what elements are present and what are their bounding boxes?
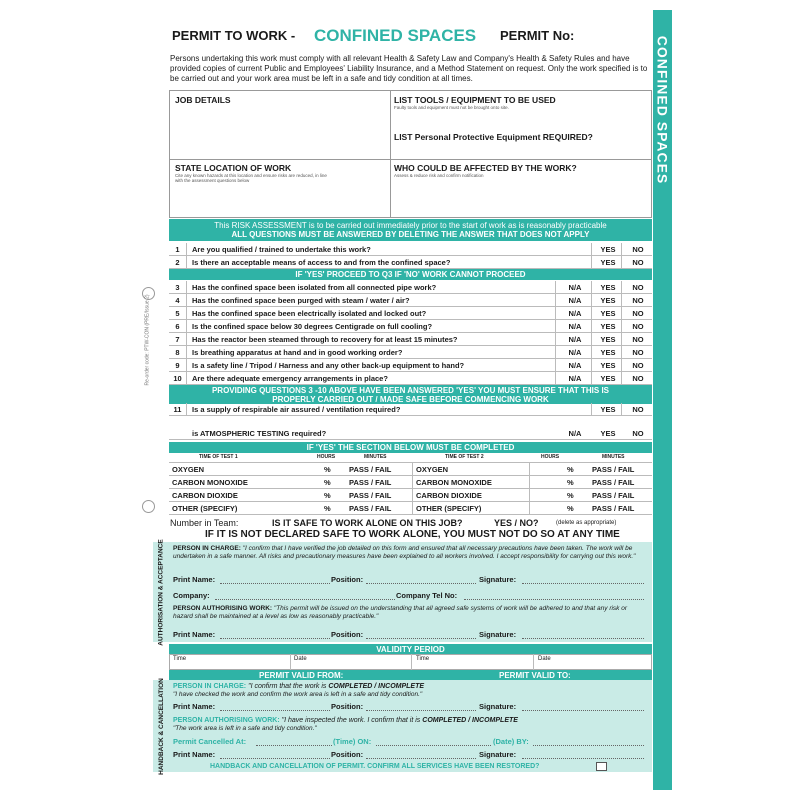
divider <box>186 403 187 416</box>
company-label: Company: <box>173 591 210 600</box>
divider <box>591 333 592 346</box>
divider <box>186 333 187 346</box>
divider <box>621 256 622 269</box>
divider <box>290 654 291 670</box>
signature-label: Signature: <box>479 750 517 759</box>
pa-declaration: PERSON AUTHORISING WORK: "This permit will be issued on the understanding that all agreed safe systems of work will be adhered to and that any risk or hazard shall be maintained at a level as low as reasonably practicable." <box>173 605 628 620</box>
divider <box>591 256 592 269</box>
signature-field[interactable] <box>522 710 644 711</box>
question-row <box>169 372 652 385</box>
divider <box>529 502 530 515</box>
location-sub: Cite any known hazards at this location and ensure risks are reduced, in line with the assessment questions below <box>175 173 327 183</box>
gas-row <box>169 463 652 476</box>
divider <box>555 294 556 307</box>
handback-pic: PERSON IN CHARGE: "I confirm that the work is COMPLETED / INCOMPLETE <box>173 683 425 690</box>
position-field[interactable] <box>366 583 476 584</box>
divider <box>591 346 592 359</box>
question-number: 8 <box>175 348 180 357</box>
affected-label: WHO COULD BE AFFECTED BY THE WORK? <box>394 163 577 173</box>
question-number: 3 <box>175 283 180 292</box>
answer-no[interactable]: NO <box>632 309 644 318</box>
valid-from-to-banner: PERMIT VALID FROM: PERMIT VALID TO: <box>169 670 652 680</box>
reorder-code: Re-order code: PTW-CON (PRE/Issue 2) <box>145 294 152 386</box>
divider <box>621 320 622 333</box>
question-row <box>169 281 652 294</box>
answer-na[interactable]: N/A <box>568 322 582 331</box>
pass-fail[interactable]: PASS / FAIL <box>592 465 635 474</box>
validity-banner: VALIDITY PERIOD <box>169 644 652 654</box>
divider <box>591 359 592 372</box>
divider <box>529 489 530 502</box>
question-row <box>169 320 652 333</box>
handback-side-label: HANDBACK & CANCELLATION <box>153 680 169 772</box>
position-label: Position: <box>331 702 364 711</box>
page-title: CONFINED SPACES <box>314 26 477 45</box>
question-text: Are there adequate emergency arrangements in place? <box>192 374 388 383</box>
services-restored-checkbox[interactable] <box>596 762 607 771</box>
gas-row <box>169 502 652 515</box>
divider <box>186 372 187 385</box>
answer-no[interactable]: NO <box>632 258 644 267</box>
divider <box>411 654 412 670</box>
handback-pa-text: "The work area is left in a safe and tidy condition." <box>173 725 317 732</box>
question-row <box>169 359 652 372</box>
divider <box>186 243 187 256</box>
percent-sign: % <box>567 465 574 474</box>
divider <box>591 294 592 307</box>
gas-name: CARBON DIOXIDE <box>416 491 482 500</box>
divider <box>186 359 187 372</box>
question-number: 5 <box>175 309 180 318</box>
question-text: Has the confined space been electrically isolated and locked out? <box>192 309 427 318</box>
question-text: Has the confined space been purged with steam / water / air? <box>192 296 410 305</box>
question-row <box>169 346 652 359</box>
answer-no[interactable]: NO <box>632 245 644 254</box>
question-text: Is breathing apparatus at hand and in good working order? <box>192 348 403 357</box>
divider <box>555 333 556 346</box>
question-row <box>169 294 652 307</box>
divider <box>591 307 592 320</box>
position-field[interactable] <box>366 710 476 711</box>
company-field[interactable] <box>215 599 395 600</box>
signature-field[interactable] <box>522 758 644 759</box>
permit-to-work-label: PERMIT TO WORK - <box>172 28 296 43</box>
affected-sub: Assess & reduce risk and confirm notification <box>394 173 484 178</box>
question-number: 2 <box>175 258 180 267</box>
print-name-field[interactable] <box>220 758 330 759</box>
tools-label: LIST TOOLS / EQUIPMENT TO BE USED <box>394 95 556 105</box>
percent-sign: % <box>324 491 331 500</box>
divider <box>186 307 187 320</box>
company-tel-field[interactable] <box>464 599 644 600</box>
answer-na[interactable]: N/A <box>568 429 582 438</box>
question-text: Has the confined space been isolated from all connected pipe work? <box>192 283 437 292</box>
question-number: 10 <box>173 374 182 383</box>
question-row <box>169 307 652 320</box>
answer-no[interactable]: NO <box>632 322 644 331</box>
intro-text: Persons undertaking this work must comply with all relevant Health & Safety Law and Company's Health & Safety Rules and have provided copies of current Public and Employees' Liability Insurance, and a Method Statement on request. Only the work specified is to be carried out and your work area must be left in a safe and tidy condition at all times. <box>170 54 648 83</box>
gas-name: OTHER (SPECIFY) <box>172 504 238 513</box>
handback-pa: PERSON AUTHORISING WORK: "I have inspected the work. I confirm that it is COMPLETED / INCOMPLETE <box>173 717 518 724</box>
job-details-box[interactable] <box>169 90 391 218</box>
permit-number-label: PERMIT No: <box>500 28 575 43</box>
divider <box>555 320 556 333</box>
divider <box>591 243 592 256</box>
work-alone-warning: IF IT IS NOT DECLARED SAFE TO WORK ALONE, YOU MUST NOT DO SO AT ANY TIME <box>205 529 620 540</box>
question-number: 4 <box>175 296 180 305</box>
divider <box>591 372 592 385</box>
side-tab-label: CONFINED SPACES <box>654 35 671 185</box>
divider <box>529 476 530 489</box>
question-row <box>169 243 652 256</box>
auth-side-label: AUTHORISATION & ACCEPTANCE <box>153 542 169 642</box>
question-number: 6 <box>175 322 180 331</box>
divider <box>186 320 187 333</box>
validity-date-label: Date <box>538 656 551 662</box>
answer-na[interactable]: N/A <box>568 348 582 357</box>
answer-na[interactable]: N/A <box>568 309 582 318</box>
validity-time-label: Time <box>416 656 430 662</box>
atmospheric-row <box>169 427 652 440</box>
pass-fail[interactable]: PASS / FAIL <box>592 478 635 487</box>
signature-label: Signature: <box>479 702 517 711</box>
answer-yes[interactable]: YES <box>600 429 616 438</box>
print-name-label: Print Name: <box>173 575 216 584</box>
atmospheric-banner: IF 'YES' THE SECTION BELOW MUST BE COMPLETED <box>169 442 652 453</box>
gas-name: CARBON DIOXIDE <box>172 491 238 500</box>
position-label: Position: <box>331 575 364 584</box>
divider <box>591 281 592 294</box>
position-field[interactable] <box>366 758 476 759</box>
pass-fail[interactable]: PASS / FAIL <box>592 491 635 500</box>
percent-sign: % <box>567 478 574 487</box>
answer-no[interactable]: NO <box>632 429 644 438</box>
answer-yes[interactable]: YES <box>600 322 616 331</box>
divider <box>186 346 187 359</box>
divider <box>412 489 413 502</box>
divider <box>621 333 622 346</box>
answer-no[interactable]: NO <box>632 283 644 292</box>
pass-fail[interactable]: PASS / FAIL <box>349 491 392 500</box>
divider <box>621 346 622 359</box>
divider <box>555 346 556 359</box>
divider <box>412 476 413 489</box>
divider <box>621 372 622 385</box>
answer-yes[interactable]: YES <box>600 374 616 383</box>
ppe-label: LIST Personal Protective Equipment REQUIRED? <box>394 132 593 142</box>
divider <box>621 403 622 416</box>
cancelled-at-label: Permit Cancelled At: <box>173 737 247 746</box>
handback-pic-text: "I have checked the work and confirm the work area is left in a safe and tidy condition." <box>173 691 423 698</box>
validity-date-label: Date <box>294 656 307 662</box>
position-field[interactable] <box>366 638 476 639</box>
question-row <box>169 333 652 346</box>
proceed-banner: IF 'YES' PROCEED TO Q3 IF 'NO' WORK CANNOT PROCEED <box>169 269 652 280</box>
divider <box>621 307 622 320</box>
position-label: Position: <box>331 630 364 639</box>
question-text: Has the reactor been steamed through to recovery for at least 15 minutes? <box>192 335 458 344</box>
providing-banner: PROVIDING QUESTIONS 3 -10 ABOVE HAVE BEEN ANSWERED 'YES' YOU MUST ENSURE THAT THIS IS PROPERLY CARRIED OUT / MADE SAFE BEFORE COMMENCING WORK <box>169 385 652 404</box>
pass-fail[interactable]: PASS / FAIL <box>349 504 392 513</box>
gas-name: CARBON MONOXIDE <box>416 478 492 487</box>
tools-sub: Faulty tools and equipment must not be brought onto site. <box>394 105 509 110</box>
question-row <box>169 403 652 416</box>
print-name-label: Print Name: <box>173 702 216 711</box>
print-name-field[interactable] <box>220 710 330 711</box>
location-label: STATE LOCATION OF WORK <box>175 163 292 173</box>
answer-na[interactable]: N/A <box>568 296 582 305</box>
percent-sign: % <box>324 504 331 513</box>
gas-name: OXYGEN <box>172 465 205 474</box>
divider <box>186 256 187 269</box>
answer-na[interactable]: N/A <box>568 335 582 344</box>
divider <box>533 654 534 670</box>
signature-label: Signature: <box>479 575 517 584</box>
answer-yes[interactable]: YES <box>600 309 616 318</box>
print-name-label: Print Name: <box>173 750 216 759</box>
divider <box>555 307 556 320</box>
question-text: Is a safety line / Tripod / Harness and any other back-up equipment to hand? <box>192 361 465 370</box>
answer-no[interactable]: NO <box>632 335 644 344</box>
pass-fail[interactable]: PASS / FAIL <box>592 504 635 513</box>
print-name-label: Print Name: <box>173 630 216 639</box>
time-on-label: (Time) ON: <box>333 737 372 746</box>
divider <box>621 294 622 307</box>
answer-na[interactable]: N/A <box>568 361 582 370</box>
safe-alone-question: IS IT SAFE TO WORK ALONE ON THIS JOB? <box>272 518 463 528</box>
divider <box>621 243 622 256</box>
answer-no[interactable]: NO <box>632 374 644 383</box>
print-name-field[interactable] <box>220 583 330 584</box>
delete-note: (delete as appropriate) <box>556 520 617 526</box>
gas-row <box>169 489 652 502</box>
question-number: 7 <box>175 335 180 344</box>
answer-no[interactable]: NO <box>632 361 644 370</box>
gas-name: OTHER (SPECIFY) <box>416 504 482 513</box>
question-number: 11 <box>173 405 182 414</box>
signature-field[interactable] <box>522 583 644 584</box>
question-text: Are you qualified / trained to undertake this work? <box>192 245 371 254</box>
date-by-label: (Date) BY: <box>493 737 529 746</box>
cancelled-at-field[interactable] <box>256 745 332 746</box>
answer-na[interactable]: N/A <box>568 283 582 292</box>
company-tel-label: Company Tel No: <box>396 591 458 600</box>
final-handback-text: HANDBACK AND CANCELLATION OF PERMIT. CONFIRM ALL SERVICES HAVE BEEN RESTORED? <box>210 763 540 770</box>
question-text: Is a supply of respirable air assured / ventilation required? <box>192 405 401 414</box>
divider <box>621 281 622 294</box>
question-text: Is the confined space below 30 degrees Centigrade on full cooling? <box>192 322 433 331</box>
percent-sign: % <box>324 465 331 474</box>
answer-yes[interactable]: YES <box>600 258 616 267</box>
print-name-field[interactable] <box>220 638 330 639</box>
gas-header-row: TIME OF TEST 1 HOURS MINUTES TIME OF TEST 2 HOURS MINUTES <box>169 453 652 463</box>
validity-time-label: Time <box>173 656 187 662</box>
answer-yes[interactable]: YES <box>600 296 616 305</box>
punch-hole <box>142 500 155 513</box>
answer-yes[interactable]: YES <box>600 245 616 254</box>
gas-name: OXYGEN <box>416 465 449 474</box>
answer-no[interactable]: NO <box>632 348 644 357</box>
gas-row <box>169 476 652 489</box>
percent-sign: % <box>567 491 574 500</box>
divider <box>529 463 530 476</box>
answer-na[interactable]: N/A <box>568 374 582 383</box>
gas-name: CARBON MONOXIDE <box>172 478 248 487</box>
divider <box>555 372 556 385</box>
answer-yes[interactable]: YES <box>600 348 616 357</box>
safe-alone-answer[interactable]: YES / NO? <box>494 518 539 528</box>
divider <box>555 281 556 294</box>
answer-no[interactable]: NO <box>632 405 644 414</box>
divider <box>186 294 187 307</box>
divider <box>591 320 592 333</box>
signature-label: Signature: <box>479 630 517 639</box>
divider <box>621 359 622 372</box>
percent-sign: % <box>567 504 574 513</box>
question-row <box>169 256 652 269</box>
number-in-team-label: Number in Team: <box>170 518 239 528</box>
answer-yes[interactable]: YES <box>600 335 616 344</box>
divider <box>186 281 187 294</box>
divider <box>412 463 413 476</box>
answer-no[interactable]: NO <box>632 296 644 305</box>
divider <box>591 403 592 416</box>
divider <box>555 359 556 372</box>
risk-assessment-banner: This RISK ASSESSMENT is to be carried out immediately prior to the start of work as is reasonably practicable ALL QUESTIONS MUST BE ANSWERED BY DELETING THE ANSWER THAT DOES NOT APPLY <box>169 219 652 241</box>
signature-field[interactable] <box>522 638 644 639</box>
answer-yes[interactable]: YES <box>600 405 616 414</box>
time-on-field[interactable] <box>376 745 491 746</box>
pass-fail[interactable]: PASS / FAIL <box>349 465 392 474</box>
question-number: 9 <box>175 361 180 370</box>
answer-yes[interactable]: YES <box>600 283 616 292</box>
position-label: Position: <box>331 750 364 759</box>
question-text: Is there an acceptable means of access to and from the confined space? <box>192 258 451 267</box>
divider <box>169 159 652 160</box>
question-number: 1 <box>175 245 180 254</box>
question-text: is ATMOSPHERIC TESTING required? <box>192 429 327 438</box>
pass-fail[interactable]: PASS / FAIL <box>349 478 392 487</box>
job-details-label: JOB DETAILS <box>175 95 231 105</box>
answer-yes[interactable]: YES <box>600 361 616 370</box>
pic-declaration: PERSON IN CHARGE: "I confirm that I have verified the job detailed on this form and ensured that all necessary precautions have been taken. The work will be undertaken in a safe manner. All risks and precautionary measures have been explained to all workers involved. I accept responsibility for carrying out this work." <box>173 545 636 560</box>
date-by-field[interactable] <box>533 745 644 746</box>
divider <box>412 502 413 515</box>
percent-sign: % <box>324 478 331 487</box>
